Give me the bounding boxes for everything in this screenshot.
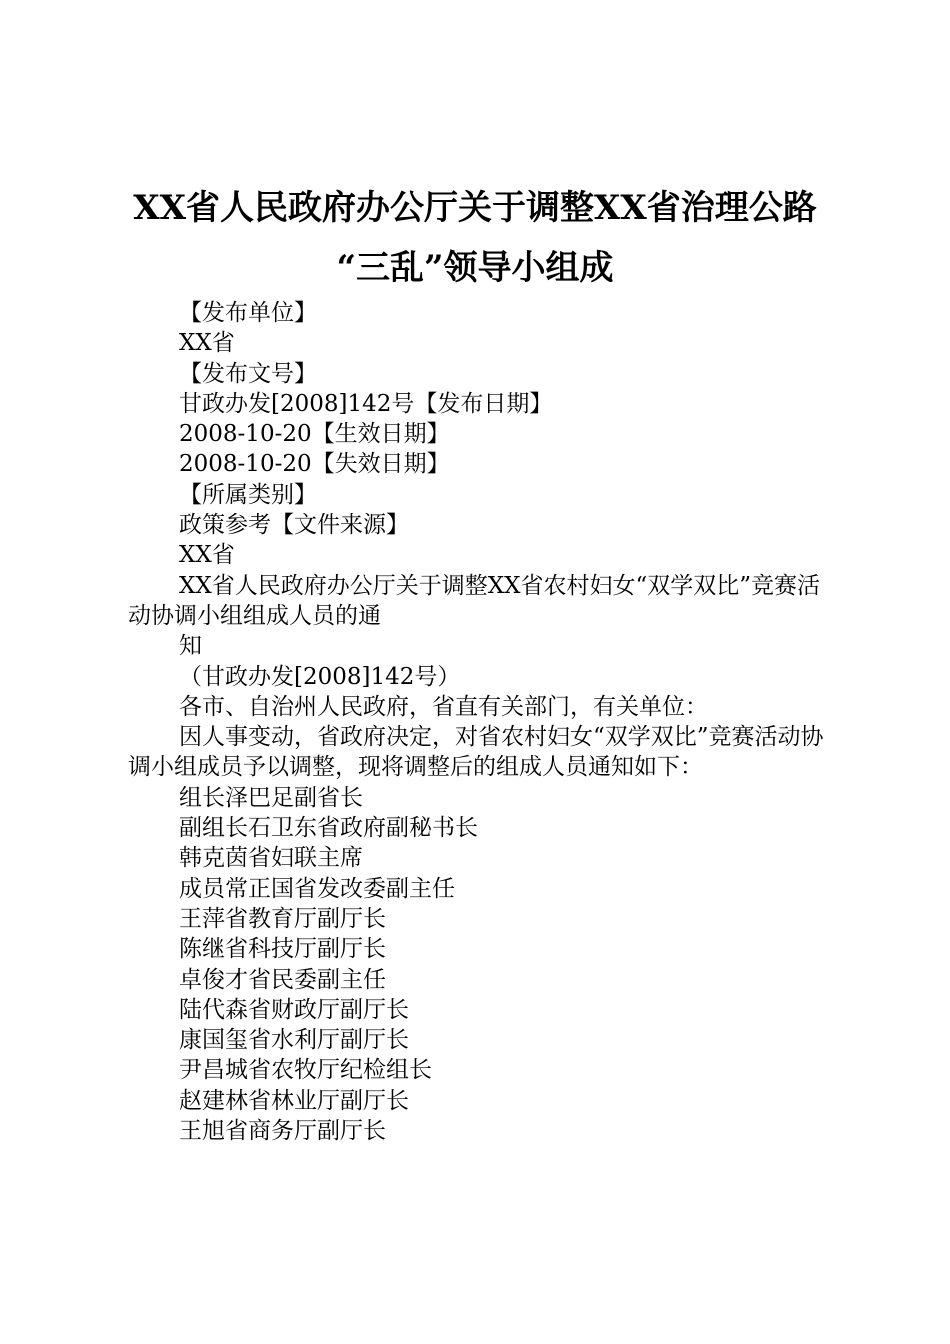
member-line: 王萍省教育厅副厅长 xyxy=(179,905,386,932)
notice-addressees: 各市、自治州人民政府，省直有关部门，有关单位： xyxy=(179,693,708,720)
doc-number-line: 甘政办发[2008]142号【发布日期】 xyxy=(179,390,553,417)
category-line: 政策参考【文件来源】 xyxy=(179,512,409,539)
category-label: 【所属类别】 xyxy=(179,481,317,508)
source-value: XX省 xyxy=(179,542,235,569)
doc-number-label: 【发布文号】 xyxy=(179,360,317,387)
member-line: 卓俊才省民委副主任 xyxy=(179,966,386,993)
member-line: 陈继省科技厅副厅长 xyxy=(179,936,386,963)
notice-heading-tail: 知 xyxy=(179,633,202,660)
member-line: 赵建林省林业厅副厅长 xyxy=(179,1087,409,1114)
notice-doc-ref: （甘政办发[2008]142号） xyxy=(179,663,461,690)
publisher-value: XX省 xyxy=(179,330,235,357)
member-line: 康国玺省水利厅副厅长 xyxy=(179,1027,409,1054)
member-line: 组长泽巴足副省长 xyxy=(179,784,363,811)
document-body xyxy=(128,298,833,1146)
notice-intro: 因人事变动，省政府决定，对省农村妇女“双学双比”竞赛活动协调小组成员予以调整，现将调整后的组成人员通知如下： xyxy=(128,724,824,781)
notice-heading: XX省人民政府办公厅关于调整XX省农村妇女“双学双比”竞赛活动协调小组组成人员的通 xyxy=(128,572,821,629)
document-title-line-1: XX省人民政府办公厅关于调整XX省治理公路 xyxy=(133,188,817,228)
member-line: 陆代森省财政厅副厅长 xyxy=(179,996,409,1023)
member-line: 成员常正国省发改委副主任 xyxy=(179,875,455,902)
publisher-label: 【发布单位】 xyxy=(179,300,317,326)
member-line: 韩克茵省妇联主席 xyxy=(179,845,363,872)
member-line: 尹昌城省农牧厅纪检组长 xyxy=(179,1057,432,1084)
document-title-line-2: “三乱”领导小组成 xyxy=(336,248,614,288)
member-line: 王旭省商务厅副厅长 xyxy=(179,1118,386,1145)
effective-date-line: 2008-10-20【生效日期】 xyxy=(179,421,450,448)
expiry-date-line: 2008-10-20【失效日期】 xyxy=(179,451,450,478)
member-line: 副组长石卫东省政府副秘书长 xyxy=(179,815,478,842)
